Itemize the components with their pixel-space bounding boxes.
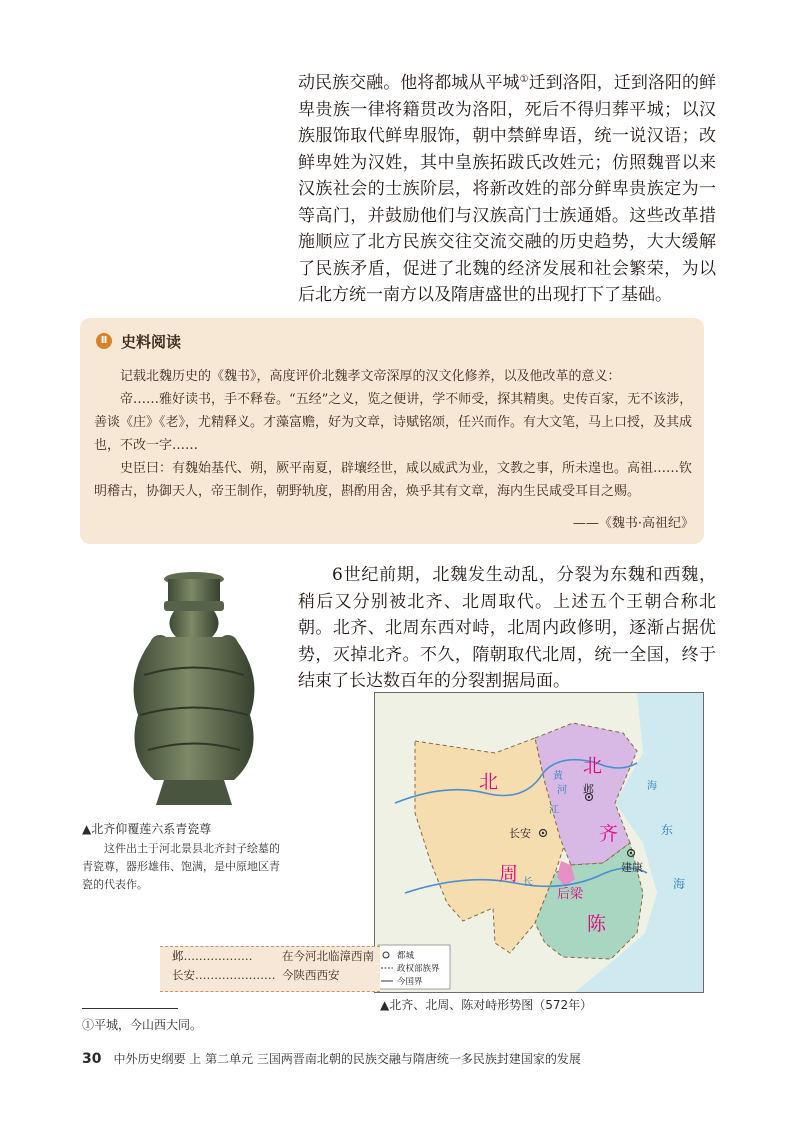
label-bei-zhou-1: 北 [479, 771, 499, 793]
dynasties-map [374, 692, 704, 993]
source-reading-title: 史料阅读 [121, 333, 182, 351]
label-river-jiang: 江 [549, 805, 559, 816]
intro-paragraph: 动民族交融。他将都城从平城①迁到洛阳，迁到洛阳的鲜卑贵族一律将籍贯改为洛阳，死后不得归葬平城；以汉族服饰取代鲜卑服饰，朝中禁鲜卑语，统一说汉语；改鲜卑姓为汉姓，其中皇族拓跋氏改姓元；仿照魏晋以来汉族社会的士族阶层，将新改姓的部分鲜卑贵族定为一等高门，并鼓励他们与汉族高门士族通婚。这些改革措施顺应了北方民族交往交流交融的历史趋势，大大缓解了民族矛盾，促进了北魏的经济发展和社会繁荣，为以后北方统一南方以及隋唐盛世的出现打下了基础。 [298, 73, 717, 305]
source-quote-2: 史臣曰：有魏始基代、朔，厥平南夏，辟壤经世，咸以威武为业，文教之事，所未遑也。高祖……钦明稽古，协御天人，帝王制作，朝野轨度，斟酌用舍，焕乎其有文章，海内生民咸受耳目之赐。 [94, 461, 693, 499]
label-east-sea-1: 东 [661, 823, 674, 837]
label-bei-qi-2: 齐 [599, 823, 619, 845]
label-jiankang: 建康 [621, 861, 643, 874]
label-changan: 长安 [509, 827, 531, 840]
footnote-mark[interactable]: ① [519, 74, 529, 85]
book-icon: Ⅱ [96, 333, 112, 349]
map-caption: ▲北齐、北周、陈对峙形势图（572年） [380, 998, 593, 1012]
label-river-chang: 长 [523, 877, 533, 888]
label-east-sea-2: 海 [673, 877, 686, 891]
label-bei-qi-1: 北 [583, 755, 603, 777]
celadon-vase-image [104, 565, 284, 815]
vase-description: 这件出土于河北景县北齐封子绘墓的青瓷尊，器形雄伟、饱满，是中原地区青瓷的代表作。 [82, 842, 280, 891]
label-ye: 邺 [583, 783, 594, 796]
footnote: ①平城，今山西大同。 [82, 1018, 203, 1032]
source-intro: 记载北魏历史的《魏书》，高度评价北魏孝文帝深厚的汉文化修养，以及他改革的意义： [120, 369, 621, 384]
place-name-notes [160, 946, 380, 992]
footer-text: 中外历史纲要 上 第二单元 三国两晋南北朝的民族交融与隋唐统一多民族封建国家的发展 [113, 1052, 581, 1066]
label-chen: 陈 [587, 913, 607, 935]
label-hou-liang: 后梁 [557, 887, 584, 902]
page-number: 30 [82, 1051, 102, 1067]
vase-caption: ▲北齐仰覆莲六系青瓷尊 [82, 822, 212, 836]
legend-capital: 都城 [397, 951, 415, 961]
footnote-divider [82, 1008, 178, 1009]
note-changan: 长安………………… 今陕西西安 [172, 968, 340, 982]
label-river-he: 河 [557, 785, 567, 796]
source-reading-body [94, 365, 694, 503]
label-river-huang: 黄 [553, 771, 563, 782]
legend-modern-border: 今国界 [397, 977, 423, 987]
label-bei-zhou-2: 周 [499, 863, 519, 885]
source-quote-1: 帝……雅好读书，手不释卷。“五经”之义，览之便讲，学不师受，探其精奥。史传百家，无不该涉，善谈《庄》《老》，尤精释义。才藻富赡，好为文章，诗赋铭颂，任兴而作。有大文笔，马上口授，及其成也，不改一字…… [94, 392, 693, 453]
source-citation: ——《魏书·高祖纪》 [572, 516, 694, 531]
label-bohai-sea: 海 [647, 781, 657, 792]
note-ye: 邺……………… 在今河北临漳西南 [172, 949, 374, 963]
page-footer [82, 1050, 581, 1067]
legend-regime-border: 政权部族界 [397, 964, 440, 974]
northern-dynasties-paragraph: 6世纪前期，北魏发生动乱，分裂为东魏和西魏，稍后又分别被北齐、北周取代。上述五个王朝合称北朝。北齐、北周东西对峙，北周内政修明，逐渐占据优势，灭掉北齐。不久，隋朝取代北周，统一全国，终于结束了长达数百年的分裂割据局面。 [298, 565, 716, 691]
